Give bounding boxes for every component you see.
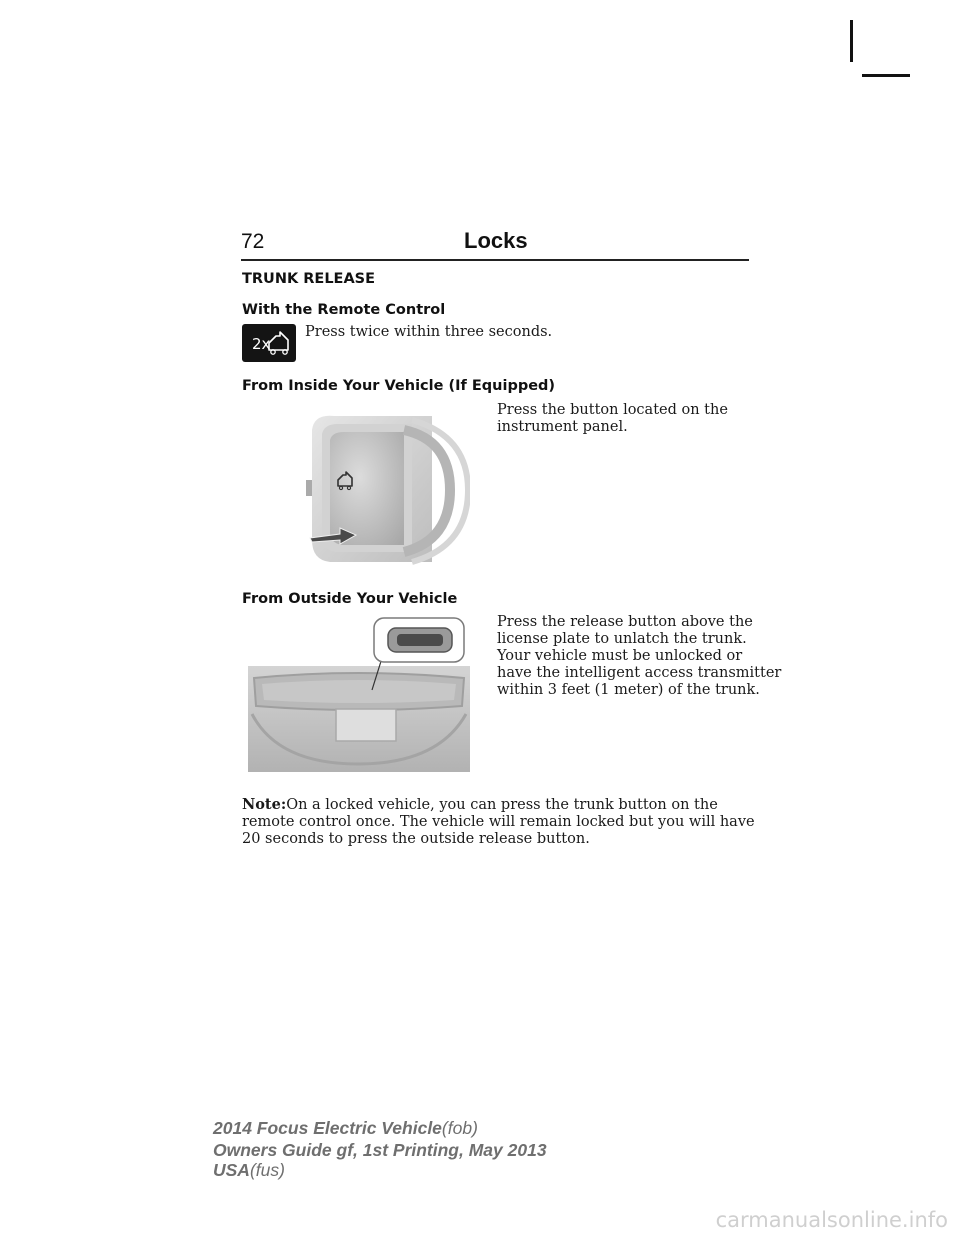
remote-heading: With the Remote Control xyxy=(242,302,446,318)
note xyxy=(242,796,755,848)
remote-text: Press twice within three seconds. xyxy=(305,324,553,340)
outside-text-line: within 3 feet (1 meter) of the trunk. xyxy=(497,682,760,698)
footer-market: USA xyxy=(213,1160,250,1180)
trunk-2x-icon xyxy=(242,324,296,362)
outside-text-line: Press the release button above the xyxy=(497,614,753,630)
footer-line-1 xyxy=(213,1118,478,1139)
footer-line-2 xyxy=(213,1140,547,1161)
note-label: Note: xyxy=(242,796,287,813)
inside-text xyxy=(497,402,728,436)
footer-market-code: (fus) xyxy=(249,1160,285,1180)
note-line xyxy=(242,796,755,814)
watermark: carmanualsonline.info xyxy=(715,1208,948,1232)
section-heading: TRUNK RELEASE xyxy=(242,271,376,287)
crop-mark-vertical xyxy=(850,20,853,62)
footer-printing: Owners Guide gf, 1st Printing, May 2013 xyxy=(213,1140,547,1160)
outside-text xyxy=(497,614,781,699)
inside-text-line: Press the button located on the xyxy=(497,402,728,418)
outside-heading: From Outside Your Vehicle xyxy=(242,591,458,607)
outside-text-line: have the intelligent access transmitter xyxy=(497,665,782,681)
footer-model-code: (fob) xyxy=(441,1118,478,1138)
crop-mark-horizontal xyxy=(862,74,910,77)
footer-model: 2014 Focus Electric Vehicle xyxy=(213,1118,442,1138)
outside-text-line: license plate to unlatch the trunk. xyxy=(497,631,747,647)
trunk-release-illustration xyxy=(248,614,470,772)
section-title: Locks xyxy=(464,228,528,253)
page-header xyxy=(241,228,749,260)
note-line-text: On a locked vehicle, you can press the trunk button on the xyxy=(286,797,718,813)
header-rule xyxy=(241,259,749,261)
remote-icon-label: 2x xyxy=(252,335,271,353)
footer-line-3 xyxy=(213,1160,285,1181)
inside-heading: From Inside Your Vehicle (If Equipped) xyxy=(242,378,556,394)
inside-text-line: instrument panel. xyxy=(497,419,628,435)
note-line: remote control once. The vehicle will remain locked but you will have xyxy=(242,814,755,830)
page-number: 72 xyxy=(241,230,265,253)
note-line: 20 seconds to press the outside release button. xyxy=(242,831,590,847)
outside-text-line: Your vehicle must be unlocked or xyxy=(497,648,743,664)
instrument-panel-illustration xyxy=(300,400,470,570)
